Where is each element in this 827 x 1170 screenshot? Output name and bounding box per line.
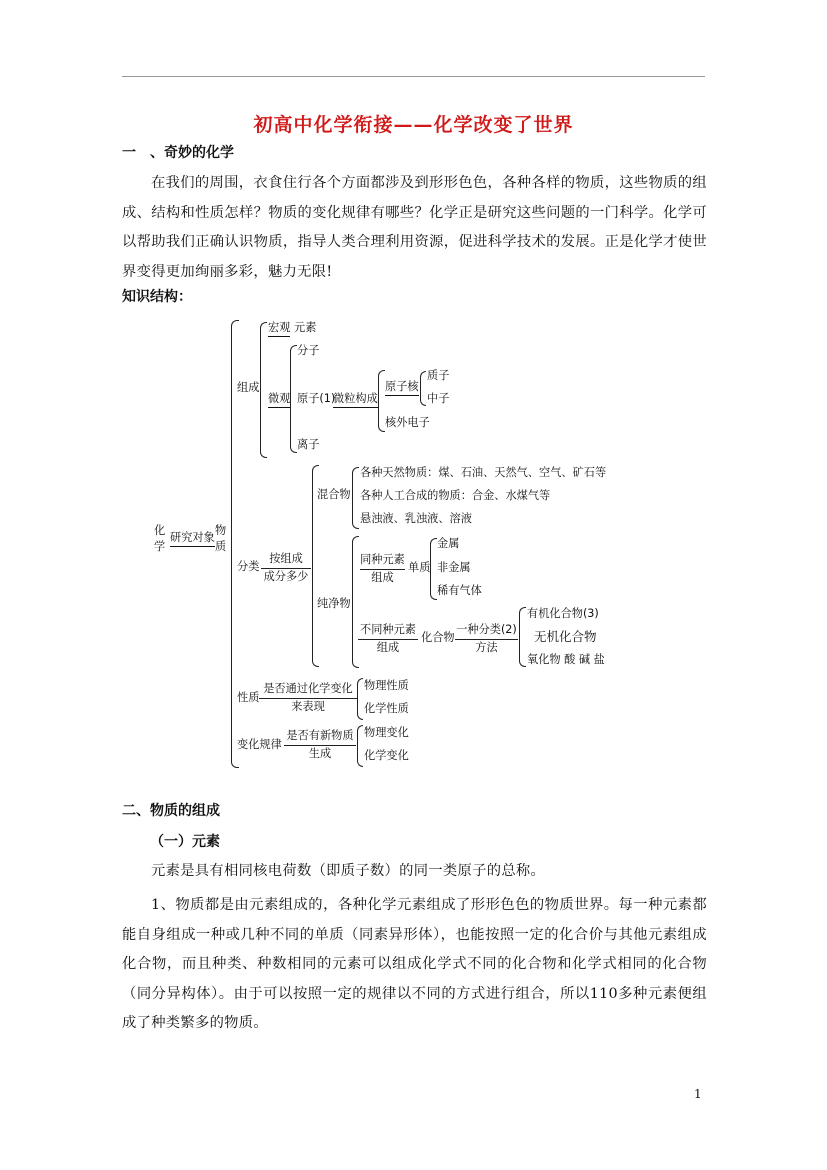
element-label: 元素 xyxy=(294,321,317,334)
method-line xyxy=(455,639,518,640)
simple-substance-label: 单质 xyxy=(408,561,431,574)
chemical-property-label: 化学性质 xyxy=(364,702,409,715)
property-criterion-top: 是否通过化学变化 xyxy=(263,682,353,695)
pure-substance-label: 纯净物 xyxy=(317,597,351,610)
change-law-label: 变化规律 xyxy=(237,738,282,751)
compound-label: 化合物 xyxy=(421,631,455,644)
composition-bracket xyxy=(260,322,267,458)
classification-label: 分类 xyxy=(237,560,260,573)
property-label: 性质 xyxy=(237,691,260,704)
research-object-label: 研究对象 xyxy=(170,531,215,547)
mixture-item-2: 各种人工合成的物质：合金、水煤气等 xyxy=(360,489,551,502)
inorganic-compound-label: 无机化合物 xyxy=(534,629,597,644)
root-char-2: 学 xyxy=(154,540,166,553)
metal-label: 金属 xyxy=(437,537,460,550)
chemical-change-label: 化学变化 xyxy=(364,749,409,762)
compound-bracket xyxy=(519,607,526,667)
method-bottom: 方法 xyxy=(475,641,498,654)
matter-char-2: 质 xyxy=(215,540,227,553)
element-definition: 元素是具有相同核电荷数（即质子数）的同一类原子的总称。 xyxy=(151,863,546,879)
page-number: 1 xyxy=(694,1087,702,1101)
diff-element-line xyxy=(358,639,418,640)
section1-heading: 一 、奇妙的化学 xyxy=(122,145,234,161)
oxide-acid-base-salt-label: 氧化物 酸 碱 盐 xyxy=(527,653,605,666)
ion-label: 离子 xyxy=(297,438,320,451)
property-bracket xyxy=(357,678,363,720)
element-point-1: 1、物质都是由元素组成的，各种化学元素组成了形形色色的物质世界。每一种元素都能自身组成一种或几种不同的单质（同素异形体），也能按照一定的化合价与其他元素组成化合物，而且种类、种数相同的元素可以组成化学式不同的化合物和化学式相同的化合物（同分异构体）。由于可以按照一定的规律以不同的方式进行组合，所以110多种元素便组成了种类繁多的物质。 xyxy=(122,897,707,1031)
micro-label: 微观 xyxy=(268,392,290,408)
organic-compound-label: 有机化合物(3) xyxy=(527,607,599,620)
mixture-bracket xyxy=(352,467,359,529)
particle-form-label: 微粒构成 xyxy=(333,392,378,408)
atom-bracket xyxy=(378,370,385,432)
knowledge-structure-label: 知识结构： xyxy=(122,289,192,305)
root-char-1: 化 xyxy=(154,524,166,537)
same-element-top: 同种元素 xyxy=(360,553,405,566)
nonmetal-label: 非金属 xyxy=(437,561,471,574)
physical-change-label: 物理变化 xyxy=(364,726,409,739)
composition-label: 组成 xyxy=(237,381,260,394)
macro-label: 宏观 xyxy=(268,321,290,337)
section2-heading: 二、物质的组成 xyxy=(122,803,220,819)
molecule-label: 分子 xyxy=(297,344,320,357)
section1-intro: 在我们的周围，衣食住行各个方面都涉及到形形色色，各种各样的物质，这些物质的组成、结构和性质怎样？物质的变化规律有哪些？化学正是研究这些问题的一门科学。化学可以帮助我们正确认识物质，指导人类合理利用资源，促进科学技术的发展。正是化学才使世界变得更加绚丽多彩，魅力无限! xyxy=(122,175,707,280)
electron-label: 核外电子 xyxy=(385,416,430,429)
change-bracket xyxy=(357,725,363,767)
property-criterion-bottom: 来表现 xyxy=(291,700,325,713)
diff-element-bottom: 组成 xyxy=(376,641,400,654)
by-composition-line xyxy=(261,568,311,569)
same-element-bottom: 组成 xyxy=(371,571,394,584)
by-composition-bottom: 成分多少 xyxy=(263,570,309,583)
mixture-item-1: 各种天然物质：煤、石油、天然气、空气、矿石等 xyxy=(360,466,607,479)
by-composition-top: 按组成 xyxy=(269,552,303,565)
atom-label: 原子(1) xyxy=(297,392,336,405)
mixture-item-3: 悬浊液、乳浊液、溶液 xyxy=(360,512,472,525)
element-subheading: （一）元素 xyxy=(150,834,220,850)
matter-char-1: 物 xyxy=(215,524,227,537)
change-criterion-line xyxy=(284,745,356,746)
simple-bracket xyxy=(430,538,437,600)
property-criterion-line xyxy=(259,698,357,699)
change-criterion-bottom: 生成 xyxy=(308,747,332,760)
proton-label: 质子 xyxy=(427,369,450,382)
document-title: 初高中化学衔接——化学改变了世界 xyxy=(253,114,574,136)
method-top: 一种分类(2) xyxy=(456,623,517,636)
neutron-label: 中子 xyxy=(427,392,450,405)
micro-bracket xyxy=(290,345,297,453)
same-element-line xyxy=(360,569,405,570)
nucleus-bracket xyxy=(420,371,426,406)
diff-element-top: 不同种元素 xyxy=(360,623,416,636)
change-criterion-top: 是否有新物质 xyxy=(286,729,354,742)
mixture-label: 混合物 xyxy=(317,488,351,501)
physical-property-label: 物理性质 xyxy=(364,679,409,692)
noble-gas-label: 稀有气体 xyxy=(437,584,482,597)
nucleus-label: 原子核 xyxy=(385,380,419,396)
